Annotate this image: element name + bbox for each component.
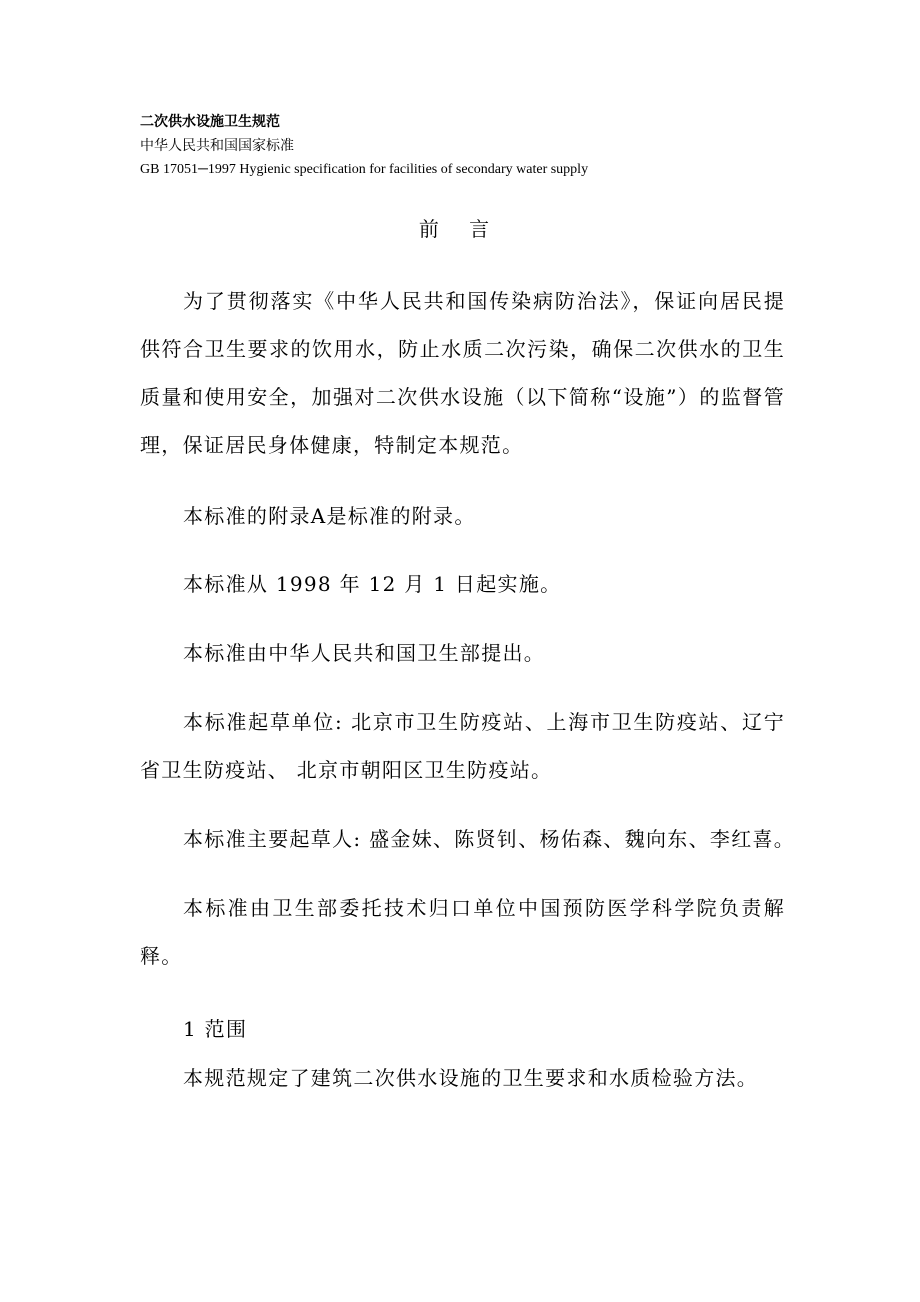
preface-paragraph: 本标准起草单位: 北京市卫生防疫站、上海市卫生防疫站、辽宁省卫生防疫站、 北京市朝阳区卫生防疫站。 [140, 710, 785, 782]
section-1-text: 本规范规定了建筑二次供水设施的卫生要求和水质检验方法。 [183, 1066, 759, 1090]
preface-paragraph-7-block [140, 884, 785, 980]
preface-paragraph: 本标准的附录A是标准的附录。 [183, 504, 476, 528]
preface-paragraph: 本标准主要起草人: 盛金妹、陈贤钊、杨佑森、魏向东、李红喜。 [183, 827, 796, 851]
preface-paragraph-2-block [140, 492, 785, 540]
preface-paragraph: 为了贯彻落实《中华人民共和国传染病防治法》，保证向居民提供符合卫生要求的饮用水，防止水质二次污染，确保二次供水的卫生质量和使用安全，加强对二次供水设施（以下简称“设施”）的监督管理，保证居民身体健康，特制定本规范。 [140, 289, 785, 457]
preface-paragraph-5-block [140, 698, 785, 794]
preface-heading: 前 言 [418, 217, 502, 241]
preface-paragraph: 本标准由中华人民共和国卫生部提出。 [183, 641, 546, 665]
preface-paragraph-6-block [140, 815, 796, 863]
section-1-heading: 1 范围 [183, 1017, 248, 1041]
document-title: 二次供水设施卫生规范 [140, 114, 280, 130]
standard-code-line: GB 17051─1997 Hygienic specification for facilities of secondary water supply [140, 162, 589, 177]
preface-paragraph-3-block [140, 560, 785, 608]
preface-paragraph: 本标准从 1998 年 12 月 1 日起实施。 [183, 572, 562, 596]
issuing-organization: 中华人民共和国国家标准 [140, 138, 294, 154]
section-1-text-block [140, 1054, 785, 1102]
preface-paragraph: 本标准由卫生部委托技术归口单位中国预防医学科学院负责解释。 [140, 896, 785, 968]
preface-paragraph-4-block [140, 629, 785, 677]
preface-paragraph-1-block [140, 277, 785, 469]
